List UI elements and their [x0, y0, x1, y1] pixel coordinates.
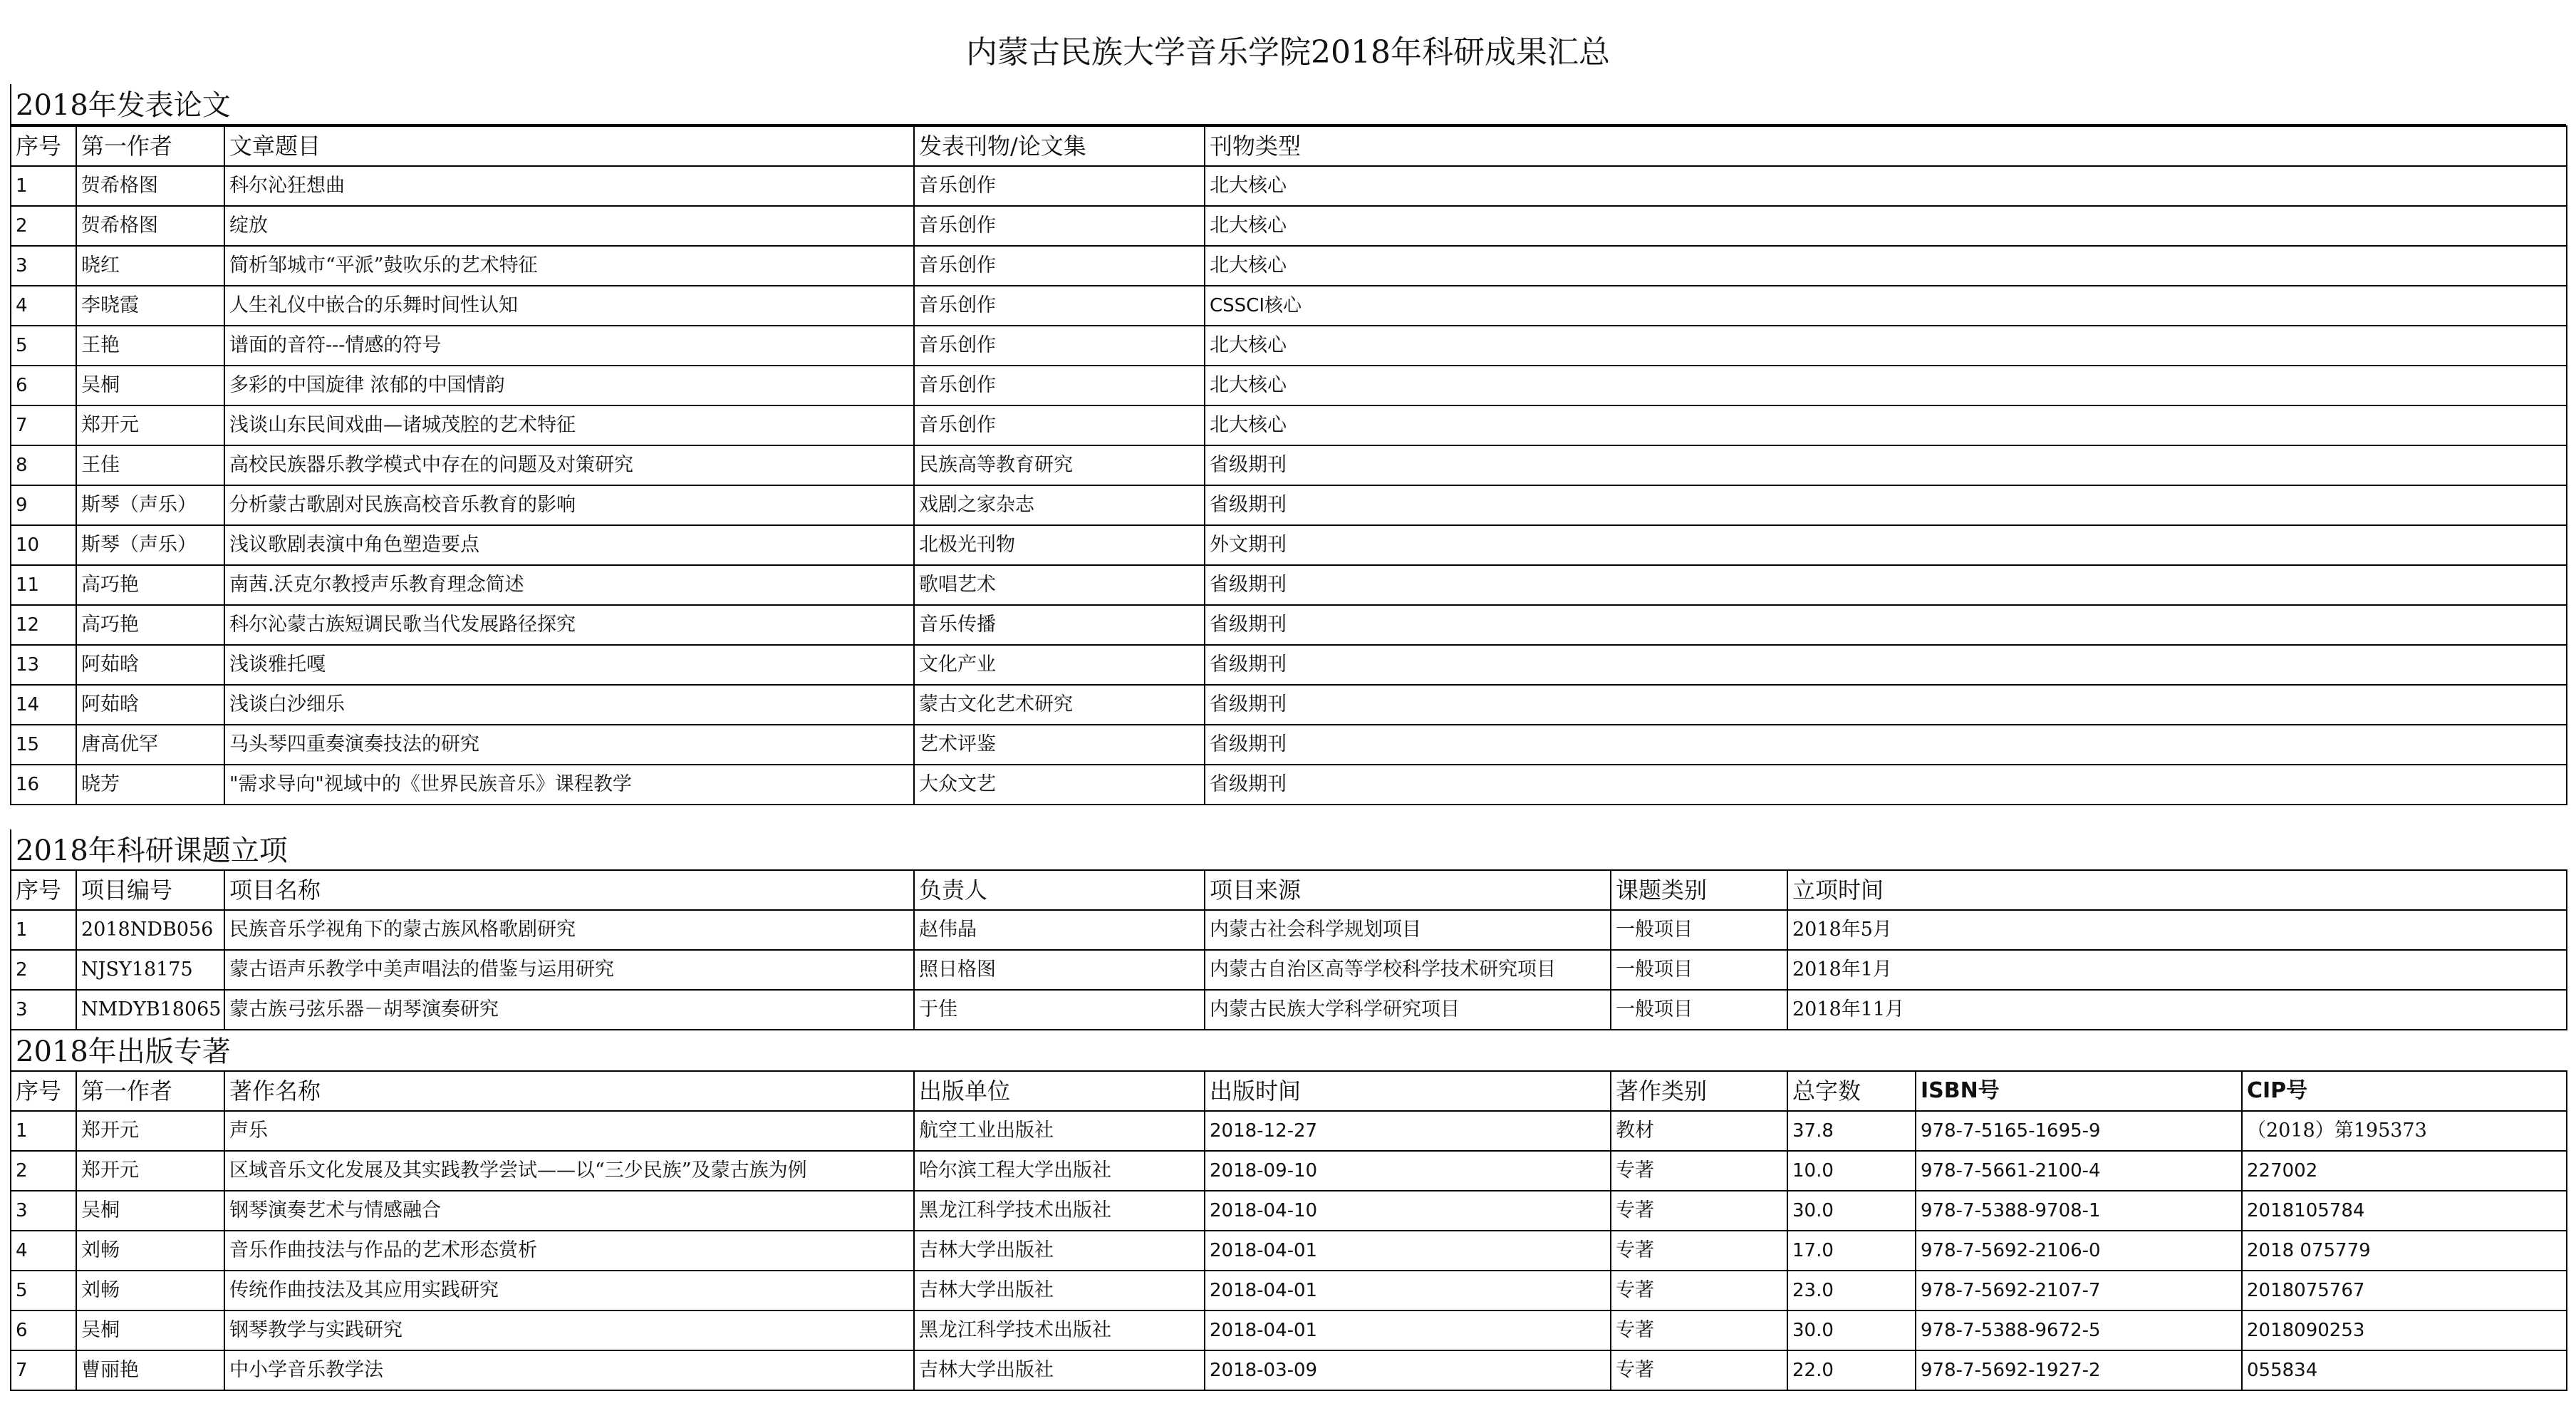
table-cell: 一般项目	[1611, 910, 1787, 950]
table-cell: 戏剧之家杂志	[914, 485, 1205, 525]
table-cell: 蒙古语声乐教学中美声唱法的借鉴与运用研究	[224, 950, 914, 990]
table-cell: 黑龙江科学技术出版社	[914, 1191, 1205, 1231]
table-cell: 浅谈雅托嘎	[224, 645, 914, 685]
table-cell: 978-7-5165-1695-9	[1916, 1111, 2242, 1151]
table-cell: 978-7-5692-2106-0	[1916, 1231, 2242, 1271]
paper-row	[11, 405, 2567, 445]
table-cell: 北极光刊物	[914, 525, 1205, 565]
table-cell: 吴桐	[76, 1310, 224, 1350]
table-cell: 6	[11, 366, 76, 405]
table-cell: 音乐创作	[914, 166, 1205, 206]
table-cell: 赵伟晶	[914, 910, 1205, 950]
table-cell: 南茜.沃克尔教授声乐教育理念简述	[224, 565, 914, 605]
books-header-row	[11, 1071, 2567, 1111]
table-cell: 专著	[1611, 1310, 1787, 1350]
table-cell: 2018年1月	[1787, 950, 2567, 990]
table-cell: 浅谈山东民间戏曲—诸城茂腔的艺术特征	[224, 405, 914, 445]
table-cell: 中小学音乐教学法	[224, 1350, 914, 1390]
column-header: 项目编号	[76, 870, 224, 910]
table-cell: 晓红	[76, 246, 224, 286]
table-cell: 吉林大学出版社	[914, 1350, 1205, 1390]
papers-table	[10, 125, 2567, 805]
table-cell: 内蒙古民族大学科学研究项目	[1205, 990, 1611, 1030]
table-cell: 郑开元	[76, 1151, 224, 1191]
table-cell: 3	[11, 246, 76, 286]
table-cell: "需求导向"视域中的《世界民族音乐》课程教学	[224, 765, 914, 805]
table-cell: 文化产业	[914, 645, 1205, 685]
table-cell: 音乐传播	[914, 605, 1205, 645]
table-cell: 音乐创作	[914, 405, 1205, 445]
table-cell: 内蒙古自治区高等学校科学技术研究项目	[1205, 950, 1611, 990]
table-cell: 2018-03-09	[1205, 1350, 1611, 1390]
column-header: 著作类别	[1611, 1071, 1787, 1111]
table-cell: （2018）第195373	[2242, 1111, 2567, 1151]
table-cell: 2018090253	[2242, 1310, 2567, 1350]
table-cell: 外文期刊	[1205, 525, 2567, 565]
column-header: 出版时间	[1205, 1071, 1611, 1111]
section-title-projects: 2018年科研课题立项	[10, 829, 2566, 871]
paper-row	[11, 206, 2567, 246]
table-cell: 郑开元	[76, 1111, 224, 1151]
table-cell: 30.0	[1787, 1191, 1916, 1231]
table-cell: 阿茹晗	[76, 645, 224, 685]
book-row	[11, 1151, 2567, 1191]
column-header: 刊物类型	[1205, 126, 2567, 166]
table-cell: 专著	[1611, 1191, 1787, 1231]
book-row	[11, 1191, 2567, 1231]
column-header: 著作名称	[224, 1071, 914, 1111]
table-cell: 6	[11, 1310, 76, 1350]
table-cell: 2018075767	[2242, 1271, 2567, 1310]
column-header: CIP号	[2242, 1071, 2567, 1111]
table-cell: 专著	[1611, 1350, 1787, 1390]
table-cell: 055834	[2242, 1350, 2567, 1390]
table-cell: 2	[11, 206, 76, 246]
table-cell: 978-7-5388-9672-5	[1916, 1310, 2242, 1350]
paper-row	[11, 725, 2567, 765]
table-cell: 内蒙古社会科学规划项目	[1205, 910, 1611, 950]
table-cell: 3	[11, 990, 76, 1030]
table-cell: 北大核心	[1205, 405, 2567, 445]
table-cell: 于佳	[914, 990, 1205, 1030]
column-header: 序号	[11, 126, 76, 166]
project-row	[11, 910, 2567, 950]
table-cell: 9	[11, 485, 76, 525]
table-cell: 音乐创作	[914, 206, 1205, 246]
table-cell: 1	[11, 910, 76, 950]
table-cell: 音乐创作	[914, 246, 1205, 286]
table-cell: 北大核心	[1205, 326, 2567, 366]
table-cell: 23.0	[1787, 1271, 1916, 1310]
table-cell: 省级期刊	[1205, 445, 2567, 485]
table-cell: 吴桐	[76, 1191, 224, 1231]
table-cell: 李晓霞	[76, 286, 224, 326]
table-cell: 唐高优罕	[76, 725, 224, 765]
table-cell: 省级期刊	[1205, 645, 2567, 685]
table-cell: CSSCI核心	[1205, 286, 2567, 326]
table-cell: 30.0	[1787, 1310, 1916, 1350]
column-header: 总字数	[1787, 1071, 1916, 1111]
table-cell: 民族音乐学视角下的蒙古族风格歌剧研究	[224, 910, 914, 950]
table-cell: 省级期刊	[1205, 685, 2567, 725]
table-cell: 227002	[2242, 1151, 2567, 1191]
table-cell: 16	[11, 765, 76, 805]
table-cell: 4	[11, 286, 76, 326]
table-cell: 2018 075779	[2242, 1231, 2567, 1271]
table-cell: 王艳	[76, 326, 224, 366]
column-header: 项目名称	[224, 870, 914, 910]
table-cell: 2018NDB056	[76, 910, 224, 950]
table-cell: 7	[11, 1350, 76, 1390]
table-cell: 斯琴（声乐）	[76, 525, 224, 565]
table-cell: 多彩的中国旋律 浓郁的中国情韵	[224, 366, 914, 405]
projects-table	[10, 869, 2567, 1030]
table-cell: 2018年11月	[1787, 990, 2567, 1030]
table-cell: 马头琴四重奏演奏技法的研究	[224, 725, 914, 765]
table-cell: 阿茹晗	[76, 685, 224, 725]
table-cell: 978-7-5661-2100-4	[1916, 1151, 2242, 1191]
table-cell: 绽放	[224, 206, 914, 246]
table-cell: 北大核心	[1205, 206, 2567, 246]
table-cell: 2018年5月	[1787, 910, 2567, 950]
project-row	[11, 990, 2567, 1030]
paper-row	[11, 645, 2567, 685]
table-cell: 谱面的音符---情感的符号	[224, 326, 914, 366]
table-cell: 省级期刊	[1205, 765, 2567, 805]
table-cell: 艺术评鉴	[914, 725, 1205, 765]
column-header: 出版单位	[914, 1071, 1205, 1111]
table-cell: 教材	[1611, 1111, 1787, 1151]
table-cell: 大众文艺	[914, 765, 1205, 805]
book-row	[11, 1111, 2567, 1151]
column-header: 文章题目	[224, 126, 914, 166]
table-cell: 钢琴演奏艺术与情感融合	[224, 1191, 914, 1231]
table-cell: 音乐创作	[914, 366, 1205, 405]
column-header: 负责人	[914, 870, 1205, 910]
table-cell: 10.0	[1787, 1151, 1916, 1191]
table-cell: 专著	[1611, 1151, 1787, 1191]
table-cell: 2018-12-27	[1205, 1111, 1611, 1151]
paper-row	[11, 605, 2567, 645]
table-cell: 省级期刊	[1205, 605, 2567, 645]
table-cell: 传统作曲技法及其应用实践研究	[224, 1271, 914, 1310]
table-cell: 科尔沁狂想曲	[224, 166, 914, 206]
table-cell: 2018-04-01	[1205, 1231, 1611, 1271]
column-header: 课题类别	[1611, 870, 1787, 910]
paper-row	[11, 166, 2567, 206]
table-cell: 吴桐	[76, 366, 224, 405]
table-cell: 11	[11, 565, 76, 605]
book-row	[11, 1310, 2567, 1350]
section-title-books: 2018年出版专著	[10, 1030, 1915, 1072]
paper-row	[11, 445, 2567, 485]
column-header: 立项时间	[1787, 870, 2567, 910]
table-cell: 17.0	[1787, 1231, 1916, 1271]
table-cell: 吉林大学出版社	[914, 1271, 1205, 1310]
table-cell: 978-7-5388-9708-1	[1916, 1191, 2242, 1231]
table-cell: 22.0	[1787, 1350, 1916, 1390]
table-cell: 一般项目	[1611, 990, 1787, 1030]
paper-row	[11, 565, 2567, 605]
table-cell: 分析蒙古歌剧对民族高校音乐教育的影响	[224, 485, 914, 525]
table-cell: 37.8	[1787, 1111, 1916, 1151]
table-cell: NJSY18175	[76, 950, 224, 990]
table-cell: 王佳	[76, 445, 224, 485]
table-cell: 曹丽艳	[76, 1350, 224, 1390]
table-cell: 刘畅	[76, 1271, 224, 1310]
table-cell: 航空工业出版社	[914, 1111, 1205, 1151]
paper-row	[11, 525, 2567, 565]
paper-row	[11, 366, 2567, 405]
table-cell: 高校民族器乐教学模式中存在的问题及对策研究	[224, 445, 914, 485]
table-cell: 1	[11, 166, 76, 206]
table-cell: 斯琴（声乐）	[76, 485, 224, 525]
book-row	[11, 1271, 2567, 1310]
papers-header-row	[11, 126, 2567, 166]
table-cell: 2018-09-10	[1205, 1151, 1611, 1191]
table-cell: 3	[11, 1191, 76, 1231]
table-cell: 2	[11, 950, 76, 990]
table-cell: 音乐创作	[914, 326, 1205, 366]
table-cell: 歌唱艺术	[914, 565, 1205, 605]
paper-row	[11, 286, 2567, 326]
paper-row	[11, 765, 2567, 805]
table-cell: 蒙古文化艺术研究	[914, 685, 1205, 725]
book-row	[11, 1231, 2567, 1271]
table-cell: 省级期刊	[1205, 565, 2567, 605]
table-cell: 13	[11, 645, 76, 685]
paper-row	[11, 685, 2567, 725]
table-cell: 省级期刊	[1205, 725, 2567, 765]
column-header: 项目来源	[1205, 870, 1611, 910]
table-cell: 5	[11, 1271, 76, 1310]
table-cell: 贺希格图	[76, 166, 224, 206]
table-cell: NMDYB18065	[76, 990, 224, 1030]
table-cell: 2	[11, 1151, 76, 1191]
table-cell: 音乐创作	[914, 286, 1205, 326]
table-cell: 民族高等教育研究	[914, 445, 1205, 485]
table-cell: 2018-04-01	[1205, 1271, 1611, 1310]
table-cell: 人生礼仪中嵌合的乐舞时间性认知	[224, 286, 914, 326]
table-cell: 晓芳	[76, 765, 224, 805]
table-cell: 14	[11, 685, 76, 725]
column-header: 第一作者	[76, 1071, 224, 1111]
column-header: ISBN号	[1916, 1071, 2242, 1111]
table-cell: 10	[11, 525, 76, 565]
project-row	[11, 950, 2567, 990]
table-cell: 哈尔滨工程大学出版社	[914, 1151, 1205, 1191]
table-cell: 简析邹城市“平派”鼓吹乐的艺术特征	[224, 246, 914, 286]
table-cell: 音乐作曲技法与作品的艺术形态赏析	[224, 1231, 914, 1271]
table-cell: 蒙古族弓弦乐器－胡琴演奏研究	[224, 990, 914, 1030]
page-title: 内蒙古民族大学音乐学院2018年科研成果汇总	[966, 34, 1610, 71]
table-cell: 一般项目	[1611, 950, 1787, 990]
table-cell: 5	[11, 326, 76, 366]
book-row	[11, 1350, 2567, 1390]
table-cell: 8	[11, 445, 76, 485]
table-cell: 北大核心	[1205, 166, 2567, 206]
table-cell: 照日格图	[914, 950, 1205, 990]
table-cell: 高巧艳	[76, 565, 224, 605]
projects-header-row	[11, 870, 2567, 910]
column-header: 第一作者	[76, 126, 224, 166]
table-cell: 吉林大学出版社	[914, 1231, 1205, 1271]
table-cell: 科尔沁蒙古族短调民歌当代发展路径探究	[224, 605, 914, 645]
table-cell: 978-7-5692-1927-2	[1916, 1350, 2242, 1390]
table-cell: 15	[11, 725, 76, 765]
table-cell: 978-7-5692-2107-7	[1916, 1271, 2242, 1310]
table-cell: 省级期刊	[1205, 485, 2567, 525]
column-header: 序号	[11, 1071, 76, 1111]
table-cell: 4	[11, 1231, 76, 1271]
table-cell: 12	[11, 605, 76, 645]
table-cell: 黑龙江科学技术出版社	[914, 1310, 1205, 1350]
table-cell: 2018-04-01	[1205, 1310, 1611, 1350]
table-cell: 贺希格图	[76, 206, 224, 246]
paper-row	[11, 326, 2567, 366]
table-cell: 声乐	[224, 1111, 914, 1151]
table-cell: 北大核心	[1205, 246, 2567, 286]
table-cell: 郑开元	[76, 405, 224, 445]
column-header: 序号	[11, 870, 76, 910]
books-table	[10, 1070, 2567, 1391]
table-cell: 钢琴教学与实践研究	[224, 1310, 914, 1350]
table-cell: 2018-04-10	[1205, 1191, 1611, 1231]
table-cell: 1	[11, 1111, 76, 1151]
table-cell: 北大核心	[1205, 366, 2567, 405]
table-cell: 高巧艳	[76, 605, 224, 645]
table-cell: 刘畅	[76, 1231, 224, 1271]
table-cell: 浅谈白沙细乐	[224, 685, 914, 725]
table-cell: 专著	[1611, 1271, 1787, 1310]
paper-row	[11, 485, 2567, 525]
table-cell: 2018105784	[2242, 1191, 2567, 1231]
column-header: 发表刊物/论文集	[914, 126, 1205, 166]
table-cell: 区域音乐文化发展及其实践教学尝试——以“三少民族”及蒙古族为例	[224, 1151, 914, 1191]
table-cell: 浅议歌剧表演中角色塑造要点	[224, 525, 914, 565]
paper-row	[11, 246, 2567, 286]
table-cell: 7	[11, 405, 76, 445]
table-cell: 专著	[1611, 1231, 1787, 1271]
section-title-papers: 2018年发表论文	[10, 84, 2566, 125]
